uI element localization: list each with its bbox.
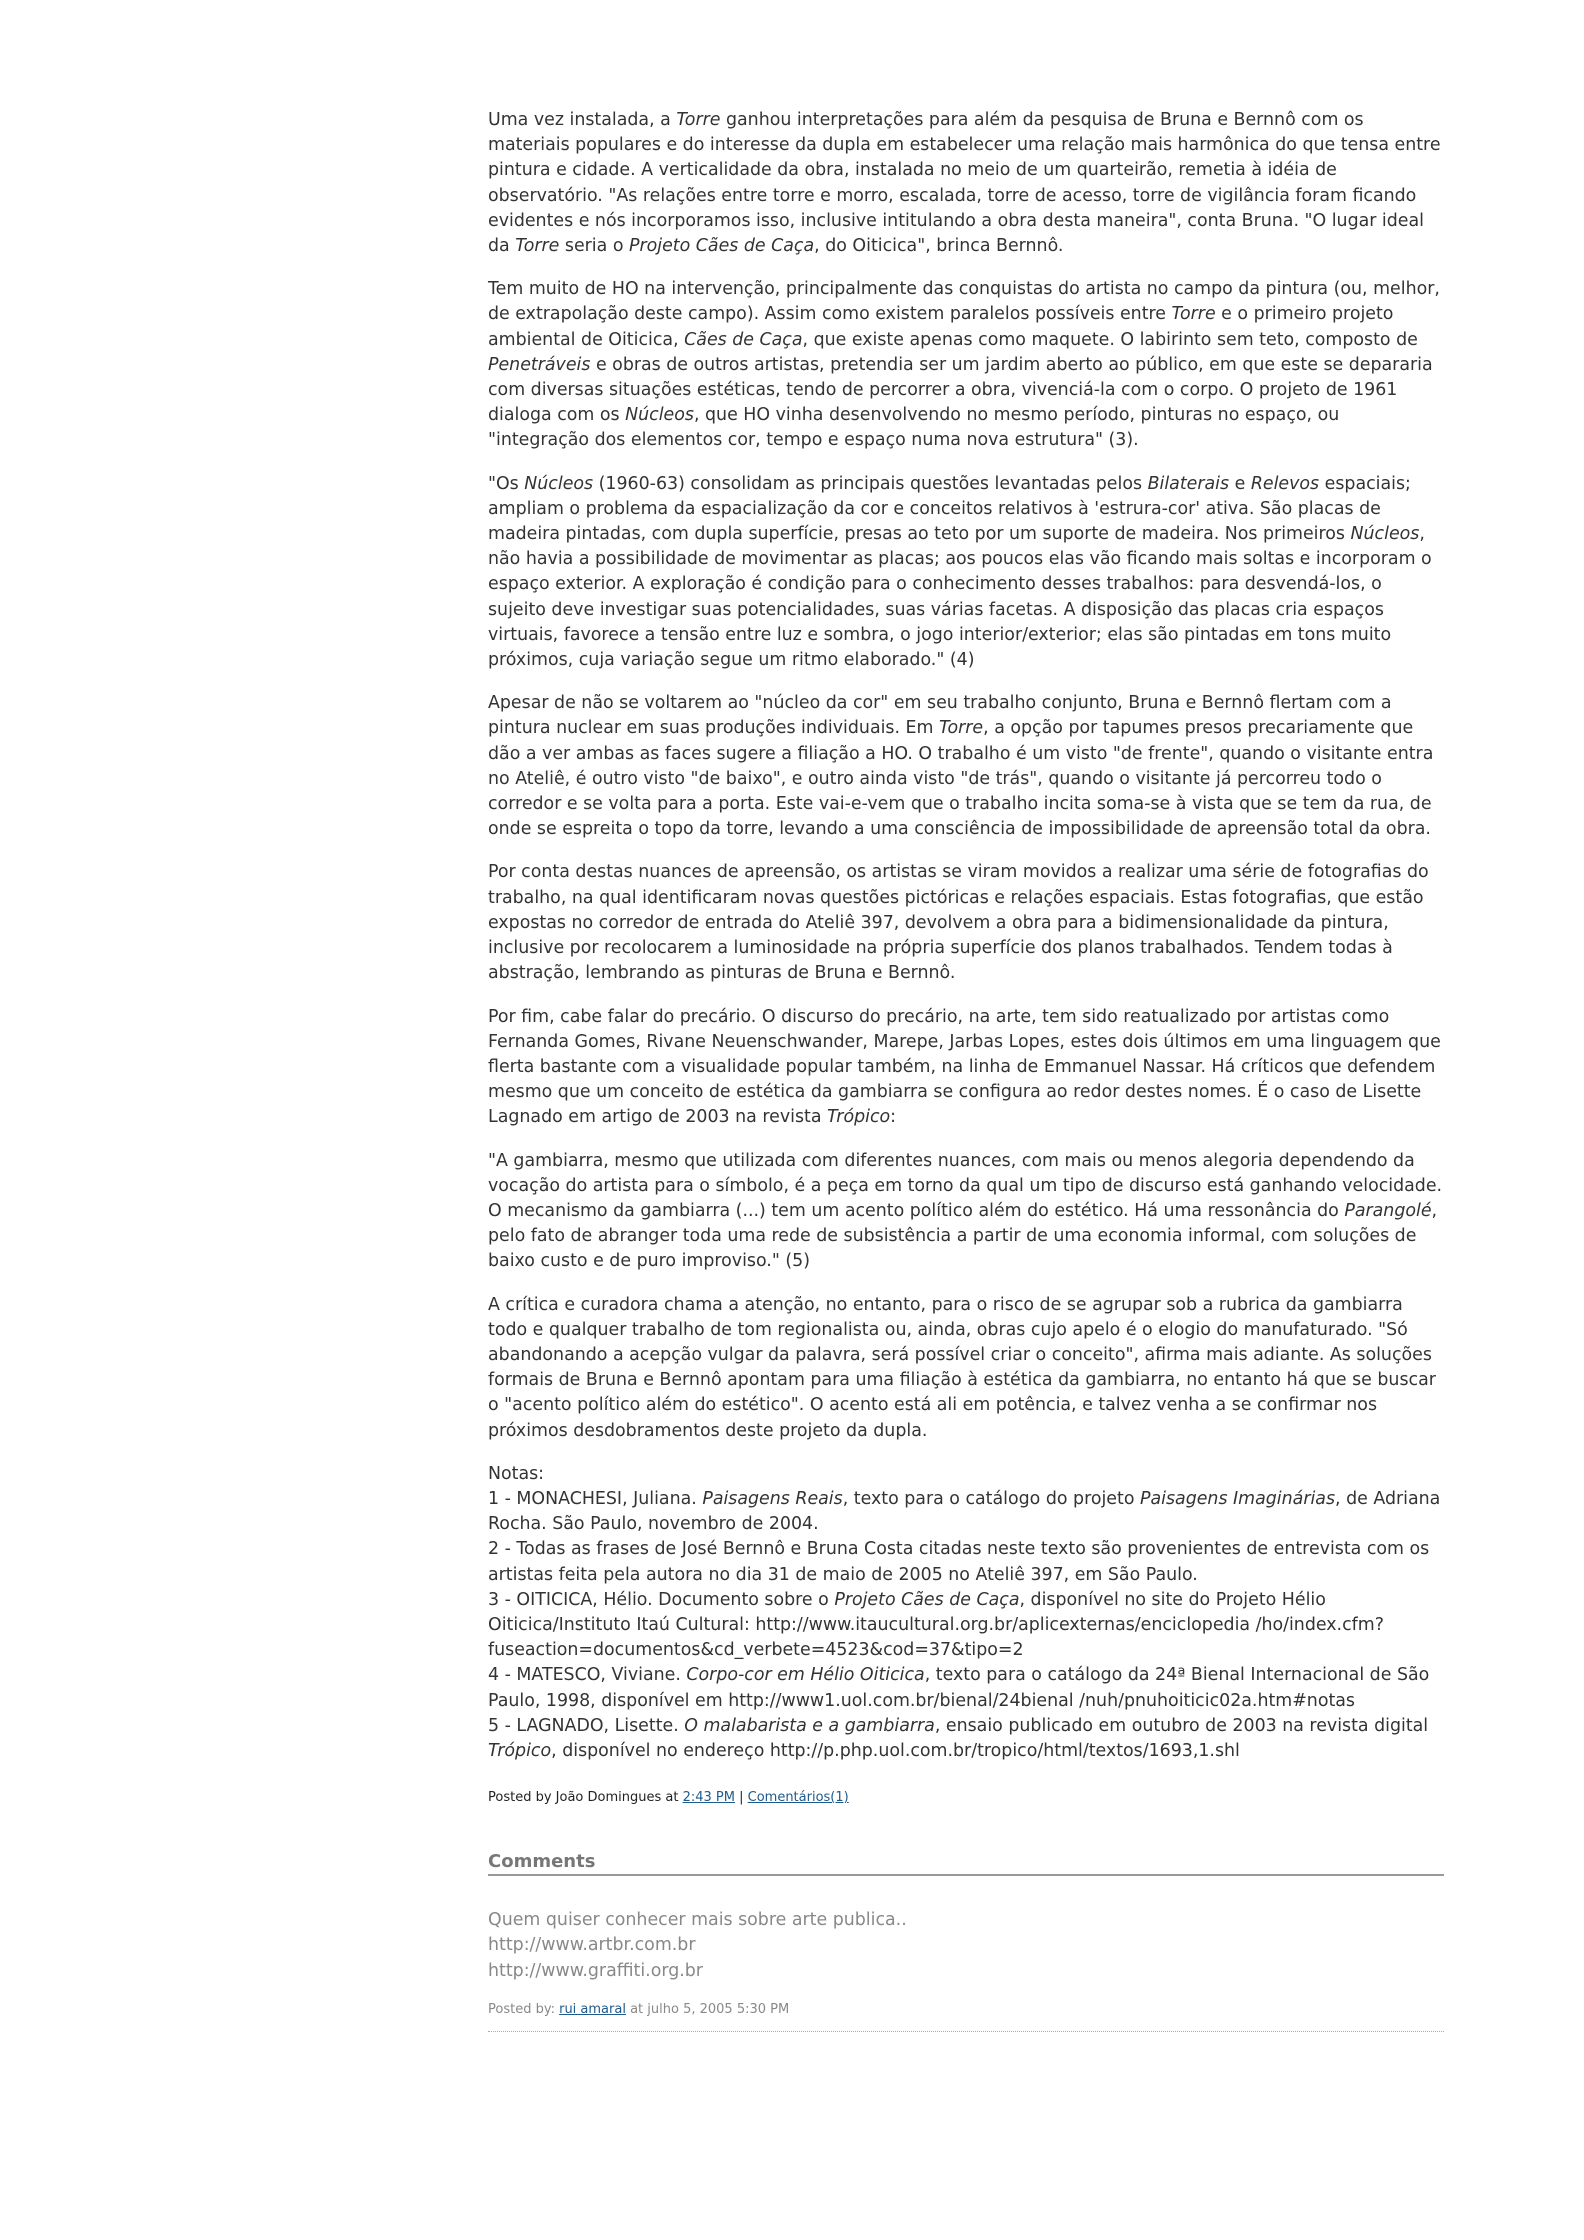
text-run: e bbox=[1229, 473, 1251, 494]
italic-text: Cães de Caça bbox=[684, 329, 803, 350]
text-run: , de Adriana Rocha. São Paulo, novembro de 2004. bbox=[488, 1488, 1441, 1535]
text-run: 1 - MONACHESI, Juliana. bbox=[488, 1488, 703, 1509]
text-run: 2 - Todas as frases de José Bernnô e Bruna Costa citadas neste texto são provenientes de entrevista com os artistas feita pela autora no dia 31 de maio de 2005 no Ateliê 397, em São Paulo. bbox=[488, 1539, 1430, 1585]
separator: | bbox=[734, 1790, 748, 1806]
note-item bbox=[488, 1537, 1444, 1587]
text-run: Tem muito de HO na intervenção, principalmente das conquistas do artista no campo da pintura (ou, melhor, de extrapolação deste campo). Assim como existem paralelos possíveis entre bbox=[488, 279, 1440, 325]
italic-text: Trópico bbox=[488, 1740, 552, 1761]
text-run: 5 - LAGNADO, Lisette. bbox=[488, 1715, 685, 1736]
text-run: : bbox=[890, 1107, 897, 1128]
note-item bbox=[488, 1588, 1444, 1664]
italic-text: Trópico bbox=[827, 1107, 891, 1128]
comment-divider bbox=[488, 2031, 1444, 2032]
comment bbox=[488, 1908, 1444, 2032]
italic-text: Projeto Cães de Caça bbox=[628, 236, 815, 257]
text-run: Por fim, cabe falar do precário. O discurso do precário, na arte, tem sido reatualizado por artistas como Fernanda Gomes, Rivane Neuenschwander, Marepe, Jarbas Lopes, estes dois últimos em uma linguagem que flerta bastante com a visualidade popular também, na linha de Emmanuel Nassar. Há críticos que defendem mesmo que um conceito de estética da gambiarra se configura ao redor destes nomes. É o caso de Lisette Lagnado em artigo de 2003 na revista bbox=[488, 1006, 1441, 1128]
note-item bbox=[488, 1487, 1444, 1537]
text-run: espaciais; ampliam o problema da espacialização da cor e conceitos relativos à 'estrura-cor' ativa. São placas de madeira pintadas, com dupla superfície, presas ao teto por um suporte de madeira. Nos primeiros bbox=[488, 473, 1411, 545]
blog-post bbox=[488, 108, 1444, 2032]
text-run: , pelo fato de abranger toda uma rede de subsistência a partir de uma economia informal, com soluções de baixo custo e de puro improviso." (5) bbox=[488, 1200, 1438, 1272]
italic-text: Torre bbox=[515, 236, 560, 257]
text-run: , disponível no site do Projeto Hélio Oiticica/Instituto Itaú Cultural: http://www.itaucultural.org.br/aplicexternas/enciclopedia /ho/index.cfm?fuseaction=documentos&cd_verbete=4523&cod=37&tipo=2 bbox=[488, 1589, 1384, 1661]
text-run: e o primeiro projeto ambiental de Oiticica, bbox=[488, 304, 1394, 350]
notes-heading: Notas: bbox=[488, 1463, 545, 1484]
post-footer bbox=[488, 1790, 1444, 1805]
text-run: , a opção por tapumes presos precariamente que dão a ver ambas as faces sugere a filiação a HO. O trabalho é um visto "de frente", quando o visitante entra no Ateliê, é outro visto "de baixo", e outro ainda visto "de trás", quando o visitante já percorreu todo o corredor e se volta para a porta. Este vai-e-vem que o trabalho incita soma-se à vista que se tem da rua, de onde se espreita o topo da torre, levando a uma consciência de impossibilidade de apreensão total da obra. bbox=[488, 718, 1434, 840]
comment-line: http://www.graffiti.org.br bbox=[488, 1960, 703, 1981]
paragraph bbox=[488, 1293, 1444, 1444]
italic-text: Paisagens Reais bbox=[702, 1488, 843, 1509]
text-run: , ensaio publicado em outubro de 2003 na revista digital bbox=[934, 1715, 1429, 1736]
paragraph bbox=[488, 277, 1444, 453]
comment-posted-prefix: Posted by: bbox=[488, 2001, 560, 2017]
italic-text: Torre bbox=[939, 718, 984, 739]
comments-link[interactable]: Comentários(1) bbox=[747, 1790, 849, 1806]
italic-text: Bilaterais bbox=[1147, 473, 1230, 494]
italic-text: Torre bbox=[1171, 304, 1216, 325]
italic-text: Núcleos bbox=[1350, 524, 1420, 545]
text-run: 4 - MATESCO, Viviane. bbox=[488, 1665, 687, 1686]
comment-meta bbox=[488, 2002, 1444, 2017]
note-item bbox=[488, 1663, 1444, 1713]
italic-text: Núcleos bbox=[625, 405, 694, 426]
paragraph bbox=[488, 691, 1444, 842]
italic-text: Torre bbox=[676, 110, 721, 130]
comment-line: Quem quiser conhecer mais sobre arte publica.. bbox=[488, 1910, 907, 1931]
text-run: , do Oiticica", brinca Bernnô. bbox=[814, 236, 1064, 257]
comment-author-link[interactable]: rui amaral bbox=[559, 2001, 626, 2017]
paragraph bbox=[488, 472, 1444, 674]
text-run: , não havia a possibilidade de movimentar as placas; aos poucos elas vão ficando mais soltas e incorporam o espaço exterior. A exploração é condição para o conhecimento desses trabalhos: para desvendá-los, o sujeito deve investigar suas potencialidades, suas várias facetas. A disposição das placas cria espaços virtuais, favorece a tensão entre luz e sombra, o jogo interior/exterior; elas são pintadas em tons muito próximos, cuja variação segue um ritmo elaborado." (4) bbox=[488, 524, 1432, 671]
text-run: Apesar de não se voltarem ao "núcleo da cor" em seu trabalho conjunto, Bruna e Bernnô flertam com a pintura nuclear em suas produções individuais. Em bbox=[488, 693, 1392, 739]
comments-heading: Comments bbox=[488, 1851, 1444, 1876]
italic-text: Projeto Cães de Caça bbox=[834, 1589, 1020, 1610]
italic-text: Corpo-cor em Hélio Oiticica bbox=[686, 1665, 925, 1686]
posted-by-label: Posted by João Domingues at bbox=[488, 1790, 683, 1806]
text-run: ganhou interpretações para além da pesquisa de Bruna e Bernnô com os materiais populares e do interesse da dupla em estabelecer uma relação mais harmônica do que tensa entre pintura e cidade. A verticalidade da obra, instalada no meio de um quarteirão, remetia à idéia de observatório. "As relações entre torre e morro, escalada, torre de acesso, torre de vigilância foram ficando evidentes e nós incorporamos isso, inclusive intitulando a obra desta maneira", conta Bruna. "O lugar ideal da bbox=[488, 110, 1441, 257]
text-run: , disponível no endereço http://p.php.uol.com.br/tropico/html/textos/1693,1.shl bbox=[551, 1740, 1240, 1761]
text-run: , que HO vinha desenvolvendo no mesmo período, pinturas no espaço, ou "integração dos elementos cor, tempo e espaço numa nova estrutura" (3). bbox=[488, 405, 1340, 451]
comment-date: at julho 5, 2005 5:30 PM bbox=[625, 2001, 790, 2017]
text-run: 3 - OITICICA, Hélio. Documento sobre o bbox=[488, 1589, 835, 1610]
text-run: A crítica e curadora chama a atenção, no entanto, para o risco de se agrupar sob a rubrica da gambiarra todo e qualquer trabalho de tom regionalista ou, ainda, obras cujo apelo é o elogio do manufaturado. "Só abandonando a acepção vulgar da palavra, será possível criar o conceito", afirma mais adiante. As soluções formais de Bruna e Bernnô apontam para uma filiação à estética da gambiarra, no entanto há que se buscar o "acento político além do estético". O acento está ali em potência, e talvez venha a se confirmar nos próximos desdobramentos deste projeto da dupla. bbox=[488, 1294, 1436, 1441]
paragraph bbox=[488, 860, 1444, 986]
post-body bbox=[488, 108, 1444, 1444]
text-run: "Os bbox=[488, 473, 525, 494]
italic-text: Relevos bbox=[1250, 473, 1320, 494]
comment-line: http://www.artbr.com.br bbox=[488, 1935, 696, 1956]
paragraph bbox=[488, 1005, 1444, 1131]
text-run: e obras de outros artistas, pretendia ser um jardim aberto ao público, em que este se depararia com diversas situações estéticas, tendo de percorrer a obra, vivenciá-la com o corpo. O projeto de 1961 dialoga com os bbox=[488, 354, 1433, 426]
italic-text: Paisagens Imaginárias bbox=[1140, 1488, 1336, 1509]
italic-text: O malabarista e a gambiarra bbox=[684, 1715, 935, 1736]
text-run: Por conta destas nuances de apreensão, os artistas se viram movidos a realizar uma série de fotografias do trabalho, na qual identificaram novas questões pictóricas e relações espaciais. Estas fotografias, que estão expostas no corredor de entrada do Ateliê 397, devolvem a obra para a bidimensionalidade da pintura, inclusive por recolocarem a luminosidade na própria superfície dos planos trabalhados. Tendem todas à abstração, lembrando as pinturas de Bruna e Bernnô. bbox=[488, 862, 1429, 984]
text-run: (1960-63) consolidam as principais questões levantadas pelos bbox=[593, 473, 1148, 494]
text-run: "A gambiarra, mesmo que utilizada com diferentes nuances, com mais ou menos alegoria dependendo da vocação do artista para o símbolo, é a peça em torno da qual um tipo de discurso está ganhando velocidade. O mecanismo da gambiarra (...) tem um acento político além do estético. Há uma ressonância do bbox=[488, 1150, 1443, 1221]
text-run: seria o bbox=[559, 236, 629, 257]
comment-body bbox=[488, 1908, 1444, 1984]
paragraph bbox=[488, 1149, 1444, 1275]
note-item bbox=[488, 1714, 1444, 1764]
italic-text: Penetráveis bbox=[488, 354, 591, 375]
post-time-link[interactable]: 2:43 PM bbox=[682, 1790, 735, 1806]
italic-text: Núcleos bbox=[524, 473, 594, 494]
paragraph bbox=[488, 108, 1444, 259]
text-run: , que existe apenas como maquete. O labirinto sem teto, composto de bbox=[802, 329, 1418, 350]
text-run: Uma vez instalada, a bbox=[488, 110, 677, 130]
notes-section bbox=[488, 1462, 1444, 1764]
italic-text: Parangolé bbox=[1344, 1200, 1432, 1221]
text-run: , texto para o catálogo da 24ª Bienal Internacional de São Paulo, 1998, disponível em http://www1.uol.com.br/bienal/24bienal /nuh/pnuhoiticic02a.htm#notas bbox=[488, 1665, 1430, 1711]
text-run: , texto para o catálogo do projeto bbox=[842, 1488, 1140, 1509]
